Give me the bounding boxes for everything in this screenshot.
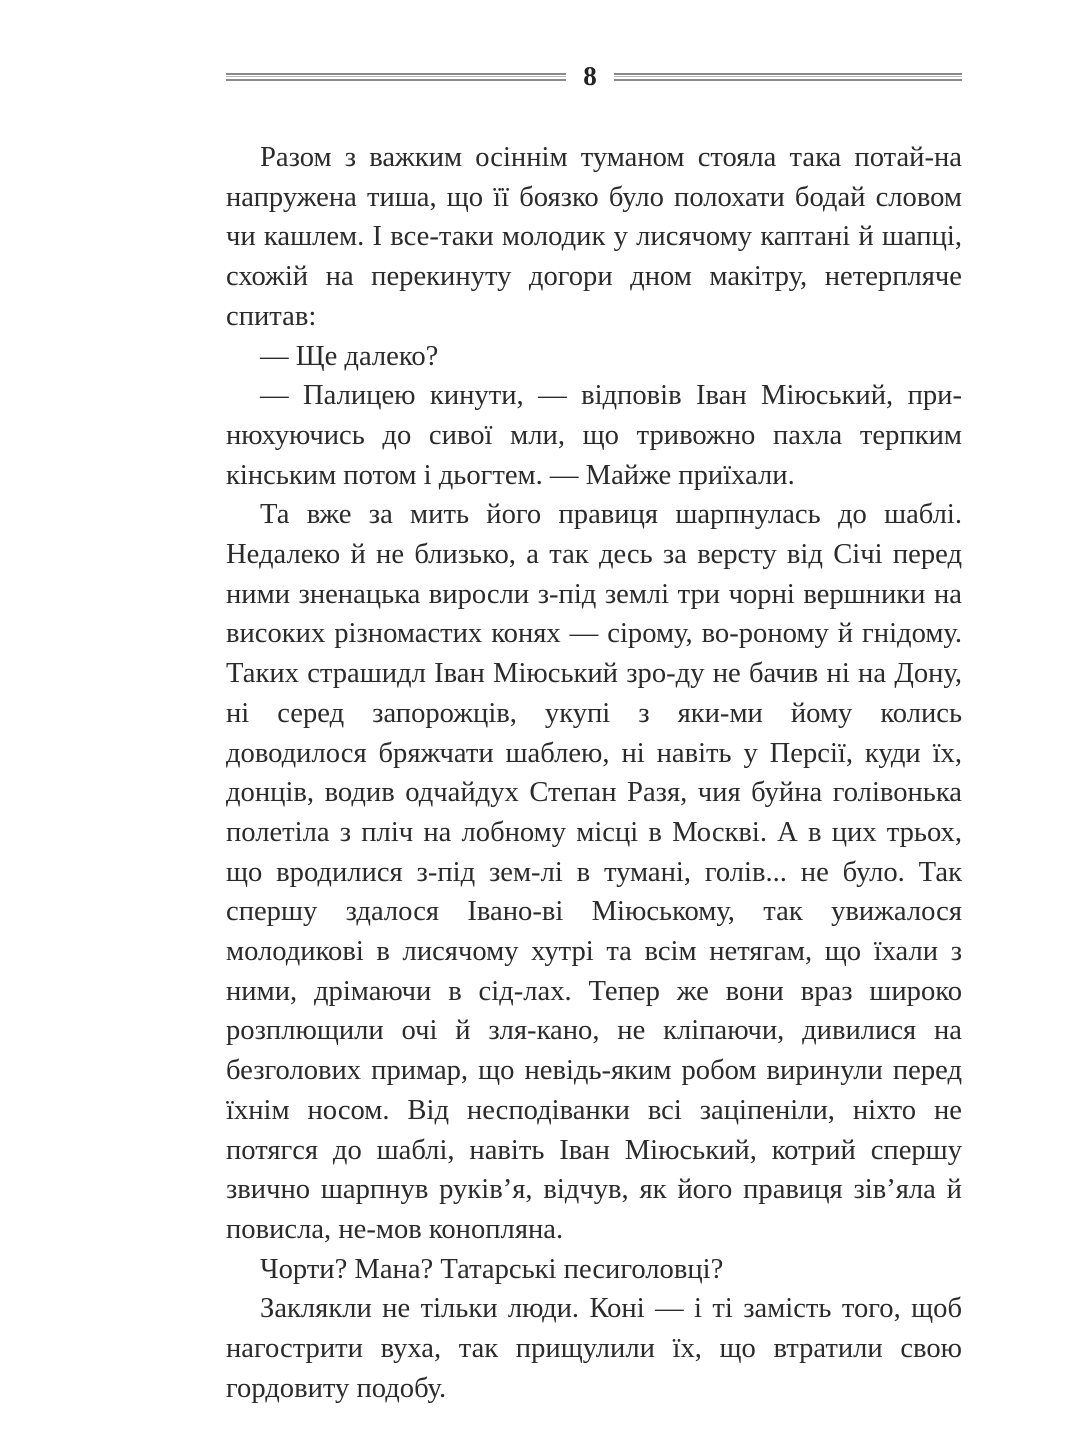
- page-number: 8: [583, 61, 597, 91]
- paragraph: — Палицею кинути, — відповів Іван Міюський, при-нюхуючись до сивої мли, що тривожно пахла терпким кінським потом і дьогтем. — Майже приїхали.: [226, 380, 962, 491]
- body-text: [226, 138, 962, 1409]
- page-header: [226, 58, 962, 94]
- header-rule-left: [226, 73, 566, 81]
- paragraph: Чорти? Мана? Татарські песиголовці?: [260, 1253, 724, 1285]
- paragraph: Та вже за мить його правиця шарпнулась до шаблі. Недалеко й не близько, а так десь за версту від Січі перед ними зненацька виросли з-під землі три чорні вершники на високих різномастих конях — сірому, во-роному й гнідому. Таких страшидл Іван Міюський зро-ду не бачив ні на Дону, ні серед запорожців, укупі з яки-ми йому колись доводилося бряжчати шаблею, ні навіть у Персії, куди їх, донців, водив одчайдух Степан Разя, чия буйна голівонька полетіла з пліч на лобному місці в Москві. А в цих трьох, що вродилися з-під зем-лі в тумані, голів... не було. Так спершу здалося Івано-ві Міюському, так увижалося молодикові в лисячому хутрі та всім нетягам, що їхали з ними, дрімаючи в сід-лах. Тепер же вони враз широко розплющили очі й зля-кано, не кліпаючи, дивилися на безголових примар, що невідь-яким робом виринули перед їхнім носом. Від несподіванки всі заціпеніли, ніхто не потягся до шаблі, навіть Іван Міюський, котрий спершу звично шарпнув руків’я, відчув, як його правиця зів’яла й повисла, не-мов конопляна.: [226, 499, 962, 1245]
- paragraph: Разом з важким осіннім туманом стояла така потай-на напружена тиша, що її боязко було полохати бодай словом чи кашлем. І все-таки молодик у лисячому каптані й шапці, схожій на перекинуту догори дном макітру, нетерпляче спитав:: [226, 142, 962, 332]
- paragraph: — Ще далеко?: [260, 340, 439, 372]
- paragraph: Заклякли не тільки люди. Коні — і ті замість того, щоб нагострити вуха, так прищулили їх, що втратили свою гордовиту подобу.: [226, 1293, 962, 1404]
- header-rule-right: [614, 73, 962, 81]
